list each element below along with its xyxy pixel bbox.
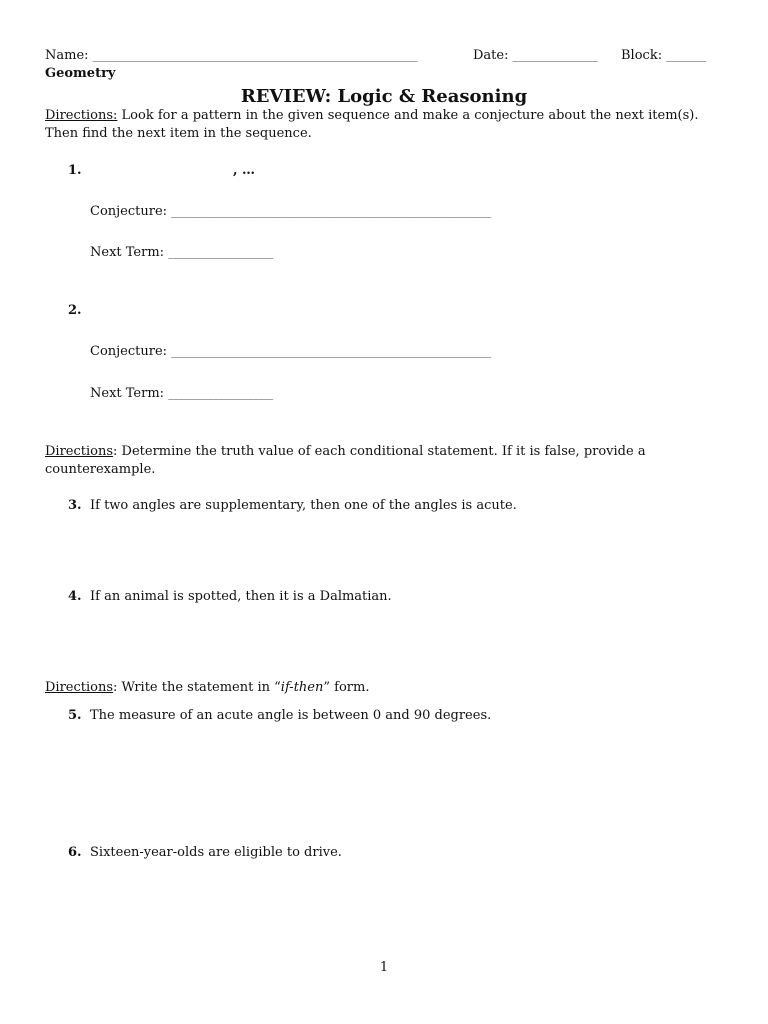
block-label: Block:	[621, 48, 663, 63]
directions-text-end: ” form.	[323, 680, 370, 695]
item-number: 4.	[68, 589, 82, 604]
block-line	[621, 47, 706, 66]
conjecture-blank[interactable]: ________________________________________________________________	[171, 347, 492, 358]
directions-label: Directions	[45, 444, 114, 459]
item-text: If an animal is spotted, then it is a Dalmatian.	[90, 589, 392, 604]
date-label: Date:	[473, 48, 509, 63]
section1-directions	[45, 107, 725, 143]
date-blank[interactable]: _________________	[512, 51, 598, 62]
directions-text: : Determine the truth value of each conditional statement. If it is false, provide a counterexample.	[45, 444, 646, 477]
conjecture-label: Conjecture:	[90, 204, 168, 219]
next-term-label: Next Term:	[90, 245, 165, 260]
item-number: 6.	[68, 845, 82, 860]
next-term-line-1	[90, 244, 273, 263]
conjecture-line-1	[90, 203, 491, 222]
directions-text: : Write the statement in “	[113, 680, 281, 695]
conjecture-line-2	[90, 343, 491, 362]
item-number: 3.	[68, 498, 82, 513]
next-term-blank[interactable]: _____________________	[168, 389, 274, 400]
directions-italic: if-then	[280, 680, 324, 695]
name-label: Name:	[45, 48, 89, 63]
directions-label: Directions:	[45, 108, 118, 123]
directions-label: Directions	[45, 680, 114, 695]
next-term-line-2	[90, 385, 273, 404]
item-text: The measure of an acute angle is between 0 and 90 degrees.	[90, 708, 492, 723]
directions-text: Look for a pattern in the given sequence and make a conjecture about the next item(s). Then find the next item in the sequence.	[45, 108, 699, 141]
conjecture-blank[interactable]: ________________________________________________________________	[171, 207, 492, 218]
item-text: If two angles are supplementary, then one of the angles is acute.	[90, 498, 517, 513]
item-number: 5.	[68, 708, 82, 723]
next-term-label: Next Term:	[90, 386, 165, 401]
item-number: 1.	[68, 163, 82, 178]
date-line	[473, 47, 598, 66]
section3-directions	[45, 679, 369, 697]
item-text: Sixteen-year-olds are eligible to drive.	[90, 845, 342, 860]
block-blank[interactable]: ________	[666, 51, 707, 62]
subject-label: Geometry	[45, 66, 116, 81]
sequence-suffix: , …	[233, 163, 256, 178]
page-title: REVIEW: Logic & Reasoning	[240, 86, 528, 107]
name-blank[interactable]: _________________________________________________________________	[92, 51, 418, 62]
page-number: 1	[379, 960, 389, 975]
item-number: 2.	[68, 303, 82, 318]
next-term-blank[interactable]: _____________________	[168, 248, 274, 259]
section2-directions	[45, 443, 705, 479]
name-line	[45, 47, 418, 66]
conjecture-label: Conjecture:	[90, 344, 168, 359]
